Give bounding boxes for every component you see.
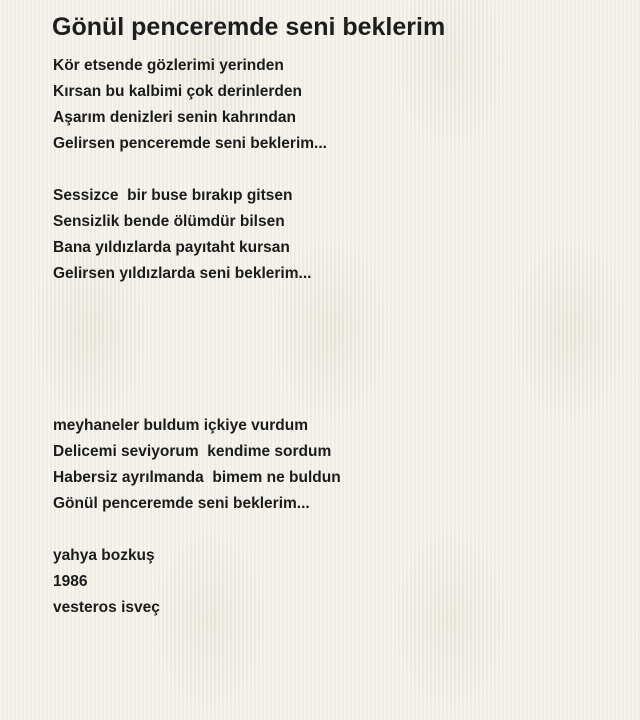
- stanza-2: [53, 183, 613, 287]
- poem-title: Gönül penceremde seni beklerim: [52, 13, 446, 41]
- poem-line: Kırsan bu kalbimi çok derinlerden: [53, 83, 302, 100]
- poem-line: Gelirsen penceremde seni beklerim...: [53, 135, 327, 152]
- author-name: yahya bozkuş: [53, 547, 155, 564]
- stanza-spacer: [53, 287, 613, 413]
- poem-line: Sessizce bir buse bırakıp gitsen: [53, 187, 293, 204]
- signature-block: [53, 543, 613, 621]
- stanza-1: [53, 53, 613, 157]
- poem-line: Sensizlik bende ölümdür bilsen: [53, 213, 285, 230]
- stanza-3: [53, 413, 613, 517]
- poem-line: meyhaneler buldum içkiye vurdum: [53, 417, 308, 434]
- poem-line: Gönül penceremde seni beklerim...: [53, 495, 310, 512]
- poem-line: Delicemi seviyorum kendime sordum: [53, 443, 332, 460]
- poem-year: 1986: [53, 573, 88, 590]
- stanza-spacer: [53, 517, 613, 543]
- poem-place: vesteros isveç: [53, 599, 160, 616]
- stanza-spacer: [53, 157, 613, 183]
- poem-line: Bana yıldızlarda payıtaht kursan: [53, 239, 290, 256]
- poem-line: Gelirsen yıldızlarda seni beklerim...: [53, 265, 312, 282]
- poem-body: [53, 53, 613, 621]
- poem-line: Aşarım denizleri senin kahrından: [53, 109, 296, 126]
- poem-line: Habersiz ayrılmanda bimem ne buldun: [53, 469, 341, 486]
- poem-line: Kör etsende gözlerimi yerinden: [53, 57, 284, 74]
